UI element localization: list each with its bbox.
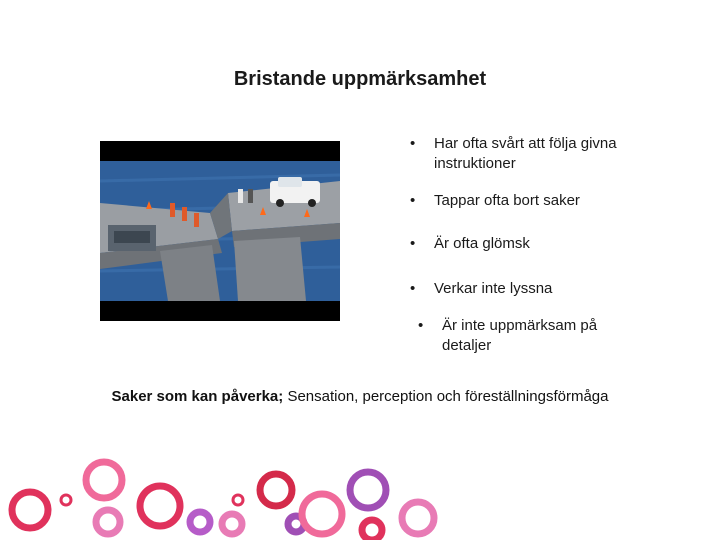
people-icons-illustration [0, 450, 720, 540]
bullet-text: Verkar inte lyssna [434, 280, 553, 297]
broken-bridge-photo [100, 141, 340, 321]
bullet-marker: • [410, 235, 416, 252]
bullet-item [418, 316, 628, 356]
broken-bridge-illustration [100, 141, 340, 321]
bullet-text: Tappar ofta bort saker [434, 192, 580, 209]
footer-note [0, 388, 720, 405]
people-silhouettes-decoration [0, 450, 720, 540]
footer-text: Sensation, perception och föreställningsförmåga [283, 388, 609, 405]
bullet-marker: • [410, 280, 416, 297]
slide-title: Bristande uppmärksamhet [233, 68, 487, 90]
bullet-marker: • [418, 317, 424, 334]
bullet-text: Är ofta glömsk [434, 235, 530, 252]
bullet-marker: • [410, 135, 416, 152]
bullet-text: Har ofta svårt att följa givna instruktioner [434, 135, 617, 172]
bullet-item [410, 279, 670, 299]
bullet-marker: • [410, 192, 416, 209]
bullet-item [410, 191, 670, 211]
bullet-item [410, 234, 670, 254]
footer-bold-label: Saker som kan påverka; [111, 388, 284, 405]
bullet-text: Är inte uppmärksam på detaljer [442, 317, 598, 354]
bullet-item [410, 134, 670, 174]
